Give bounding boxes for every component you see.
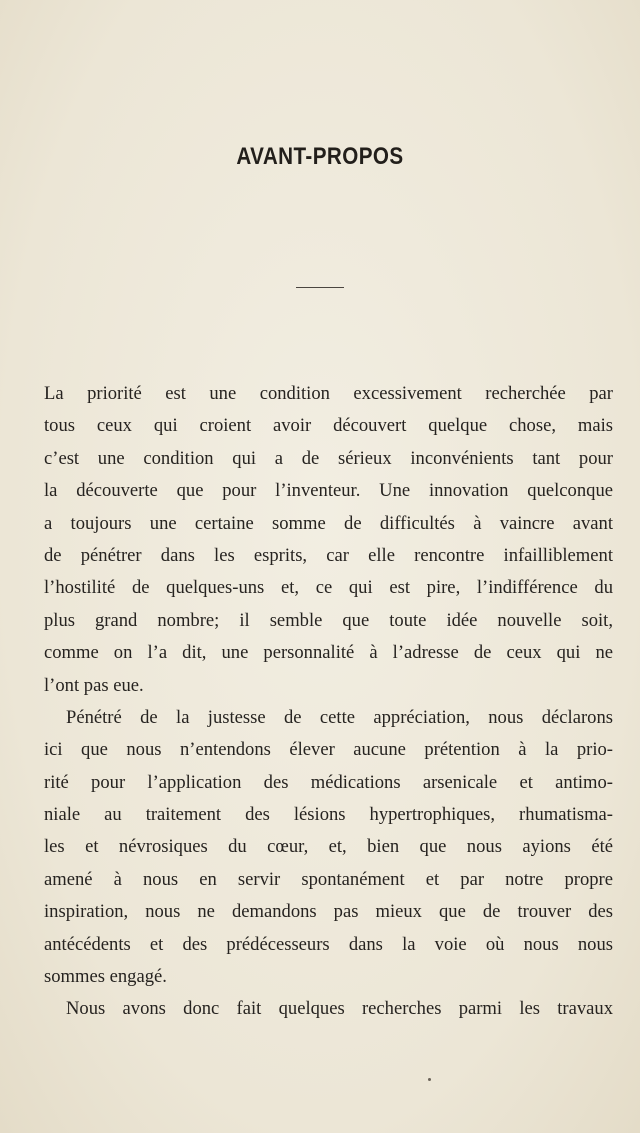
text-line: la découverte que pour l’inventeur. Une innovation quelconque bbox=[44, 480, 613, 502]
text-line: les et névrosiques du cœur, et, bien que nous ayions été bbox=[44, 836, 613, 858]
text-line: a toujours une certaine somme de difficultés à vaincre avant bbox=[44, 512, 613, 534]
paragraph-1 bbox=[44, 378, 613, 702]
text-line: inspiration, nous ne demandons pas mieux que de trouver des bbox=[44, 901, 613, 923]
paragraph-2 bbox=[44, 702, 613, 994]
print-speck bbox=[428, 1078, 431, 1081]
text-line: amené à nous en servir spontanément et par notre propre bbox=[44, 868, 613, 890]
text-line: l’hostilité de quelques-uns et, ce qui est pire, l’indifférence du bbox=[44, 577, 613, 599]
text-line: plus grand nombre; il semble que toute idée nouvelle soit, bbox=[44, 609, 613, 631]
text-line: de pénétrer dans les esprits, car elle rencontre infailliblement bbox=[44, 544, 613, 566]
text-line: sommes engagé. bbox=[44, 966, 167, 988]
text-line: ici que nous n’entendons élever aucune prétention à la prio- bbox=[44, 739, 613, 761]
text-line: niale au traitement des lésions hypertrophiques, rhumatisma- bbox=[44, 804, 613, 826]
text-line: c’est une condition qui a de sérieux inconvénients tant pour bbox=[44, 447, 613, 469]
text-line: tous ceux qui croient avoir découvert quelque chose, mais bbox=[44, 415, 613, 437]
paragraph-3 bbox=[44, 993, 613, 1025]
text-line: rité pour l’application des médications arsenicale et antimo- bbox=[44, 771, 613, 793]
page-title: AVANT-PROPOS bbox=[236, 143, 404, 170]
title-divider bbox=[296, 287, 344, 288]
text-line: antécédents et des prédécesseurs dans la voie où nous nous bbox=[44, 933, 613, 955]
text-line: comme on l’a dit, une personnalité à l’adresse de ceux qui ne bbox=[44, 642, 613, 664]
text-line: Pénétré de la justesse de cette appréciation, nous déclarons bbox=[66, 706, 613, 728]
body-text bbox=[44, 378, 613, 1026]
text-line: Nous avons donc fait quelques recherches parmi les travaux bbox=[66, 998, 613, 1020]
text-line: l’ont pas eue. bbox=[44, 674, 144, 696]
text-line: La priorité est une condition excessivement recherchée par bbox=[44, 383, 613, 404]
